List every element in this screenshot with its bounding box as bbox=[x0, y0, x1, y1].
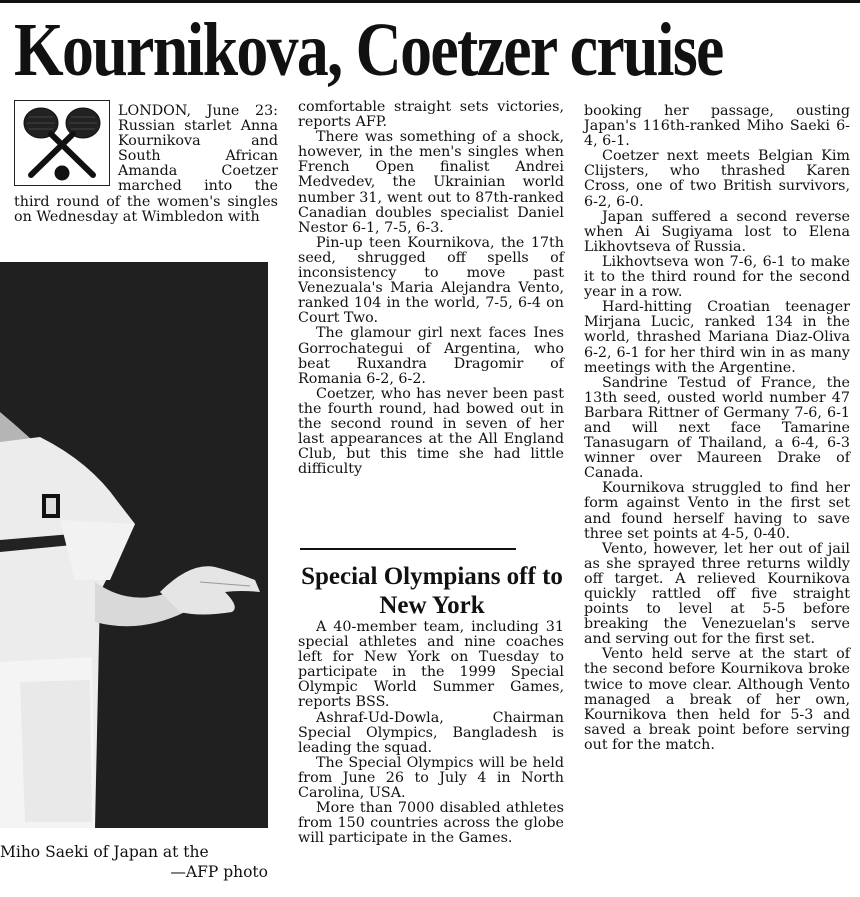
paragraph: Likhovtseva won 7-6, 6-1 to make it to the third round for the second year in a row. bbox=[584, 253, 850, 301]
top-rule bbox=[0, 0, 860, 3]
column-1-lede bbox=[14, 104, 278, 225]
paragraph: Hard-hitting Croatian teenager Mirjana Lucic, ranked 134 in the world, thrashed Mariana Diaz-Oliva 6-2, 6-1 for her third win in as many meetings with the Argentine. bbox=[584, 299, 850, 376]
paragraph: Vento, however, let her out of jail as she sprayed three returns wildly off target. A relieved Kournikova quickly rattled off five straight points to level at 5-5 before breaking the Venezuelan's serve and serving out for the first set. bbox=[584, 540, 850, 648]
sidebar-story-title: Special Olympians off to New York bbox=[301, 563, 563, 619]
paragraph: Kournikova struggled to find her form against Vento in the first set and found herself having to save three set points at 4-5, 0-40. bbox=[584, 480, 850, 542]
column-3-body bbox=[584, 104, 850, 753]
paragraph: The Special Olympics will be held from June 26 to July 4 in North Carolina, USA. bbox=[298, 754, 564, 802]
paragraph: There was something of a shock, however, in the men's singles when French Open finalist Andrei Medvedev, the Ukrainian world number 31, went out to 87th-ranked Canadian doubles specialist Daniel Nestor 6-1, 7-5, 6-3. bbox=[298, 129, 564, 236]
headline: Kournikova, Coetzer cruise bbox=[14, 8, 723, 92]
paragraph: Vento held serve at the start of the second before Kournikova broke twice to move clear. Although Vento managed a break of her own, Kournikova then held for 5-3 and saved a break point before serving out for the match. bbox=[584, 646, 850, 753]
paragraph: Sandrine Testud of France, the 13th seed, ousted world number 47 Barbara Rittner of Germany 7-6, 6-1 and will next face Tamarine Tanasugarn of Thailand, a 6-4, 6-3 winner over Maureen Drake of Canada. bbox=[584, 374, 850, 482]
paragraph: comfortable straight sets victories, reports AFP. bbox=[298, 99, 564, 131]
paragraph: Japan suffered a second reverse when Ai Sugiyama lost to Elena Likhovtseva of Russia. bbox=[584, 208, 850, 255]
paragraph: A 40-member team, including 31 special athletes and nine coaches left for New York on Tuesday to participate in the 1999 Special Olympic World Summer Games, reports BSS. bbox=[298, 619, 564, 711]
photo-caption bbox=[0, 842, 268, 882]
paragraph: Coetzer, who has never been past the fourth round, had bowed out in the second round in seven of her last appearances at the All England Club, but this time she had little difficulty bbox=[298, 385, 564, 478]
paragraph: Coetzer next meets Belgian Kim Clijsters, who thrashed Karen Cross, one of two British survivors, 6-2, 6-0. bbox=[584, 148, 850, 210]
paragraph: Pin-up teen Kournikova, the 17th seed, shrugged off spells of inconsistency to move past Venezuala's Maria Alejandra Vento, ranked 104 in the world, 7-5, 6-4 on Court Two. bbox=[298, 234, 564, 327]
lede-paragraph: LONDON, June 23: Russian starlet Anna Kournikova and South African Amanda Coetzer marched into the third round of the women's singles on Wednesday at Wimbledon with bbox=[14, 103, 278, 225]
tennis-player-photo bbox=[0, 262, 268, 828]
story-divider bbox=[300, 548, 516, 550]
paragraph: More than 7000 disabled athletes from 150 countries across the globe will participate in the Games. bbox=[298, 800, 564, 847]
photo-credit: —AFP photo bbox=[170, 863, 268, 881]
paragraph: The glamour girl next faces Ines Gorrochategui of Argentina, who beat Ruxandra Dragomir of Romania 6-2, 6-2. bbox=[298, 325, 564, 387]
paragraph: booking her passage, ousting Japan's 116th-ranked Miho Saeki 6-4, 6-1. bbox=[584, 103, 850, 150]
paragraph: Ashraf-Ud-Dowla, Chairman Special Olympics, Bangladesh is leading the squad. bbox=[298, 709, 564, 756]
column-2-body bbox=[298, 100, 564, 477]
caption-text: Miho Saeki of Japan at the bbox=[0, 843, 209, 861]
sidebar-story-body bbox=[298, 620, 564, 846]
